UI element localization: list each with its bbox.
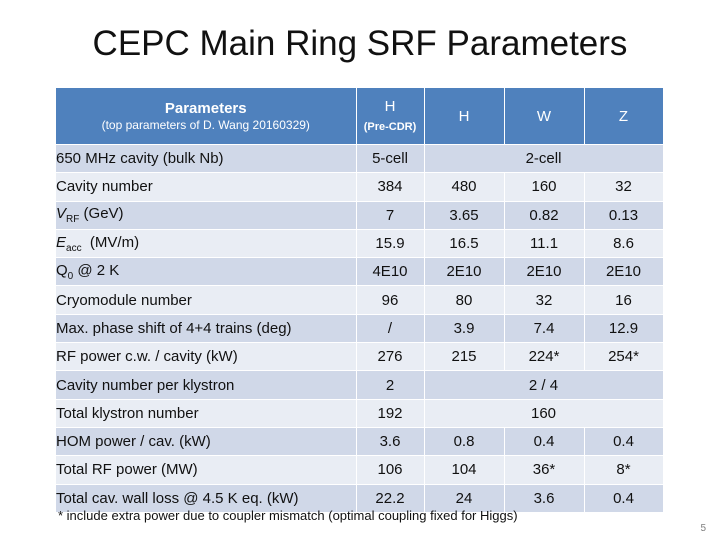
cell-h: 24 [424, 484, 504, 512]
cell-z: 2E10 [584, 258, 663, 286]
table-row [56, 314, 663, 342]
cell-h-precdr: 4E10 [356, 258, 424, 286]
row-label [56, 229, 356, 257]
cell-h: 3.9 [424, 314, 504, 342]
table-row [56, 427, 663, 455]
row-label: Total klystron number [56, 399, 356, 427]
cell-z: 0.4 [584, 427, 663, 455]
table-row [56, 286, 663, 314]
cell-h: 480 [424, 173, 504, 201]
table-row [56, 229, 663, 257]
header-h: H [424, 88, 504, 145]
cell-h: 16.5 [424, 229, 504, 257]
header-parameters-label: Parameters [164, 99, 247, 117]
cell-h: 104 [424, 456, 504, 484]
table-row [56, 145, 663, 173]
cell-h-precdr: 192 [356, 399, 424, 427]
row-label-symbol: V [56, 205, 67, 223]
cell-z: 8* [584, 456, 663, 484]
row-label-subscript: acc [66, 242, 82, 254]
row-label: HOM power / cav. (kW) [56, 427, 356, 455]
cell-merged: 2 / 4 [424, 371, 663, 399]
cell-w: 0.4 [504, 427, 584, 455]
cell-w: 0.82 [504, 201, 584, 229]
row-label: Total RF power (MW) [56, 456, 356, 484]
cell-z: 0.13 [584, 201, 663, 229]
header-w: W [504, 88, 584, 145]
row-label: Cryomodule number [56, 286, 356, 314]
row-label-subscript: RF [66, 214, 80, 226]
cell-h: 80 [424, 286, 504, 314]
header-z: Z [584, 88, 663, 145]
row-label: Total cav. wall loss @ 4.5 K eq. (kW) [56, 484, 356, 512]
header-h-precdr-sub: (Pre-CDR) [363, 121, 417, 134]
row-label: Cavity number per klystron [56, 371, 356, 399]
row-label: 650 MHz cavity (bulk Nb) [56, 145, 356, 173]
cell-h-precdr: 15.9 [356, 229, 424, 257]
row-label-unit: @ 2 K [73, 261, 120, 279]
cell-w: 32 [504, 286, 584, 314]
cell-h-precdr: 106 [356, 456, 424, 484]
cell-w: 11.1 [504, 229, 584, 257]
row-label-subscript: 0 [67, 270, 74, 282]
cell-h: 215 [424, 343, 504, 371]
cell-h: 2E10 [424, 258, 504, 286]
header-parameters-source: (top parameters of D. Wang 20160329) [101, 117, 310, 132]
table-row [56, 371, 663, 399]
row-label-unit: (GeV) [79, 205, 124, 223]
cell-h-precdr: 96 [356, 286, 424, 314]
cell-h-precdr: 5-cell [356, 145, 424, 173]
cell-w: 160 [504, 173, 584, 201]
cell-w: 224* [504, 343, 584, 371]
cell-h: 0.8 [424, 427, 504, 455]
cell-h-precdr: / [356, 314, 424, 342]
row-label: RF power c.w. / cavity (kW) [56, 343, 356, 371]
cell-z: 254* [584, 343, 663, 371]
cell-z: 0.4 [584, 484, 663, 512]
table-row [56, 173, 663, 201]
table-row [56, 258, 663, 286]
row-label [56, 258, 356, 286]
footnote: * include extra power due to coupler mismatch (optimal coupling fixed for Higgs) [58, 508, 518, 523]
header-parameters [56, 88, 356, 145]
cell-merged: 2-cell [424, 145, 663, 173]
table-row [56, 343, 663, 371]
row-label-unit: (MV/m) [81, 233, 140, 251]
row-label-symbol: Q [56, 261, 68, 279]
slide-title: CEPC Main Ring SRF Parameters [92, 24, 628, 63]
table-row [56, 456, 663, 484]
cell-w: 3.6 [504, 484, 584, 512]
cell-w: 2E10 [504, 258, 584, 286]
row-label: Max. phase shift of 4+4 trains (deg) [56, 314, 356, 342]
page-number: 5 [700, 523, 706, 534]
cell-merged: 160 [424, 399, 663, 427]
cell-w: 36* [504, 456, 584, 484]
table-header-row [56, 88, 663, 145]
cell-z: 32 [584, 173, 663, 201]
header-h-precdr [356, 88, 424, 145]
table-row [56, 399, 663, 427]
cell-h-precdr: 7 [356, 201, 424, 229]
cell-z: 12.9 [584, 314, 663, 342]
cell-w: 7.4 [504, 314, 584, 342]
cell-z: 16 [584, 286, 663, 314]
table-row [56, 201, 663, 229]
cell-h-precdr: 276 [356, 343, 424, 371]
row-label [56, 201, 356, 229]
cell-h: 3.65 [424, 201, 504, 229]
parameters-table [56, 88, 664, 513]
cell-h-precdr: 2 [356, 371, 424, 399]
row-label-symbol: E [56, 233, 67, 251]
cell-h-precdr: 22.2 [356, 484, 424, 512]
cell-h-precdr: 384 [356, 173, 424, 201]
cell-h-precdr: 3.6 [356, 427, 424, 455]
cell-z: 8.6 [584, 229, 663, 257]
header-h-precdr-label: H [384, 97, 396, 115]
row-label: Cavity number [56, 173, 356, 201]
